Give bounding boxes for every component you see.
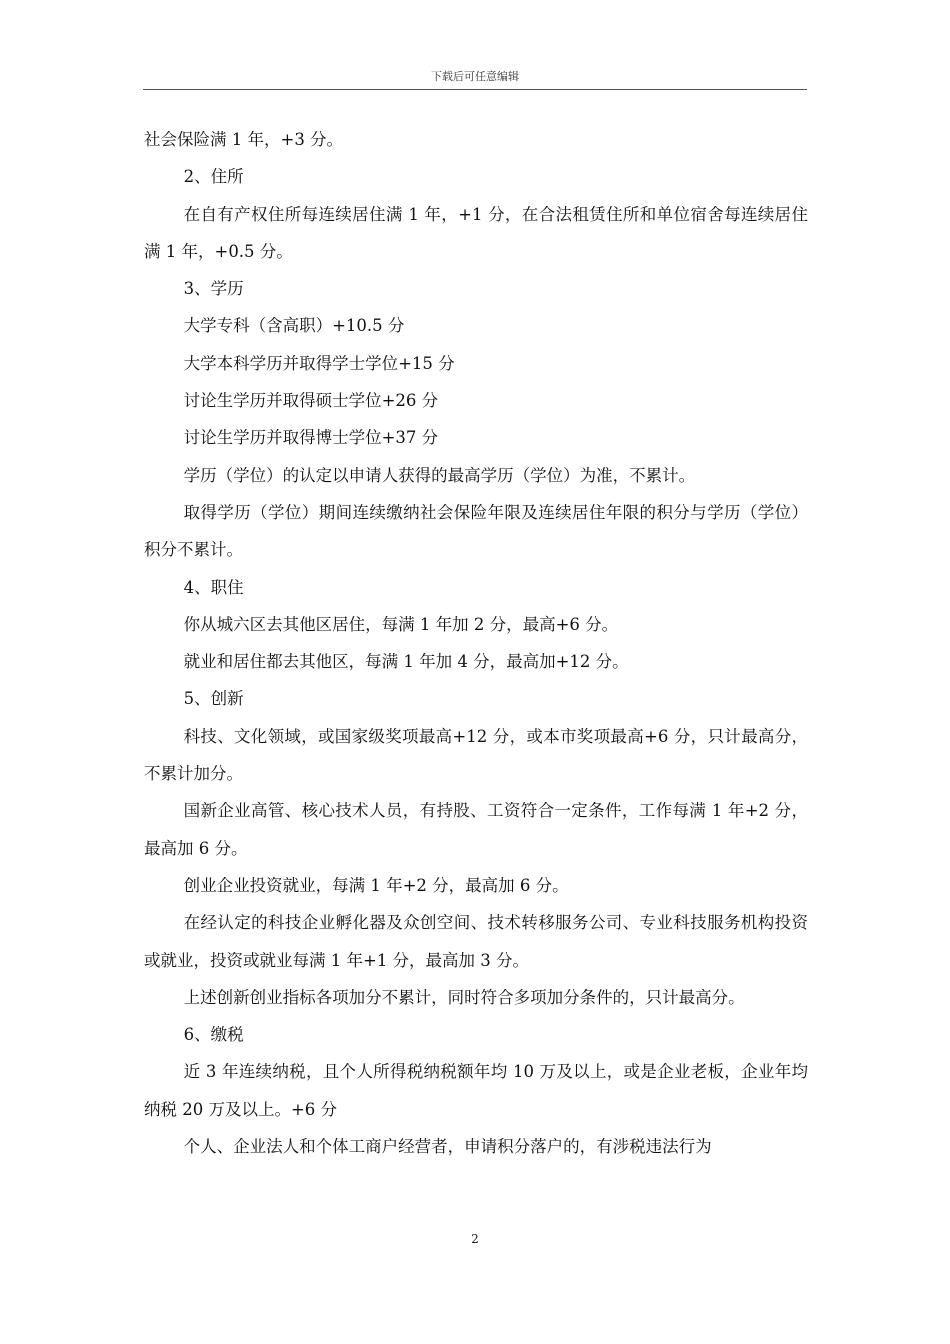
paragraph: 近 3 年连续纳税，且个人所得税纳税额年均 10 万及以上，或是企业老板，企业年均纳税 20 万及以上。+6 分 (144, 1062, 808, 1119)
paragraph: 国新企业高管、核心技术人员，有持股、工资符合一定条件，工作每满 1 年+2 分，最高加 6 分。 (144, 801, 808, 858)
section-heading: 2、住所 (183, 167, 244, 187)
paragraph: 上述创新创业指标各项加分不累计，同时符合多项加分条件的，只计最高分。 (183, 987, 745, 1007)
paragraph: 学历（学位）的认定以申请人获得的最高学历（学位）为准，不累计。 (183, 465, 696, 485)
paragraph: 个人、企业法人和个体工商户经营者，申请积分落户的，有涉税违法行为 (183, 1137, 712, 1157)
paragraph: 大学本科学历并取得学士学位+15 分 (183, 353, 455, 373)
paragraph: 社会保险满 1 年，+3 分。 (144, 130, 344, 149)
paragraph: 讨论生学历并取得博士学位+37 分 (183, 428, 439, 448)
paragraph: 科技、文化领域，或国家级奖项最高+12 分，或本市奖项最高+6 分，只计最高分，不累计加分。 (144, 726, 808, 784)
paragraph: 在自有产权住所每连续居住满 1 年，+1 分，在合法租赁住所和单位宿舍每连续居住满 1 年，+0.5 分。 (144, 204, 808, 261)
paragraph: 创业企业投资就业，每满 1 年+2 分，最高加 6 分。 (183, 875, 569, 895)
paragraph: 讨论生学历并取得硕士学位+26 分 (183, 391, 439, 411)
document-body (144, 121, 808, 1165)
section-heading: 6、缴税 (183, 1025, 244, 1045)
paragraph: 你从城六区去其他区居住，每满 1 年加 2 分，最高+6 分。 (183, 614, 619, 634)
paragraph: 在经认定的科技企业孵化器及众创空间、技术转移服务公司、专业科技服务机构投资或就业，投资或就业每满 1 年+1 分，最高加 3 分。 (144, 913, 808, 970)
paragraph: 就业和居住都去其他区，每满 1 年加 4 分，最高加+12 分。 (183, 652, 629, 672)
paragraph: 大学专科（含高职）+10.5 分 (183, 316, 405, 336)
header-divider (143, 89, 807, 90)
section-heading: 5、创新 (183, 689, 244, 709)
page-number: 2 (471, 1232, 479, 1246)
paragraph: 取得学历（学位）期间连续缴纳社会保险年限及连续居住年限的积分与学历（学位）积分不累计。 (144, 502, 808, 560)
section-heading: 3、学历 (183, 279, 244, 299)
section-heading: 4、职住 (183, 577, 244, 597)
page-header: 下载后可任意编辑 (431, 70, 519, 83)
